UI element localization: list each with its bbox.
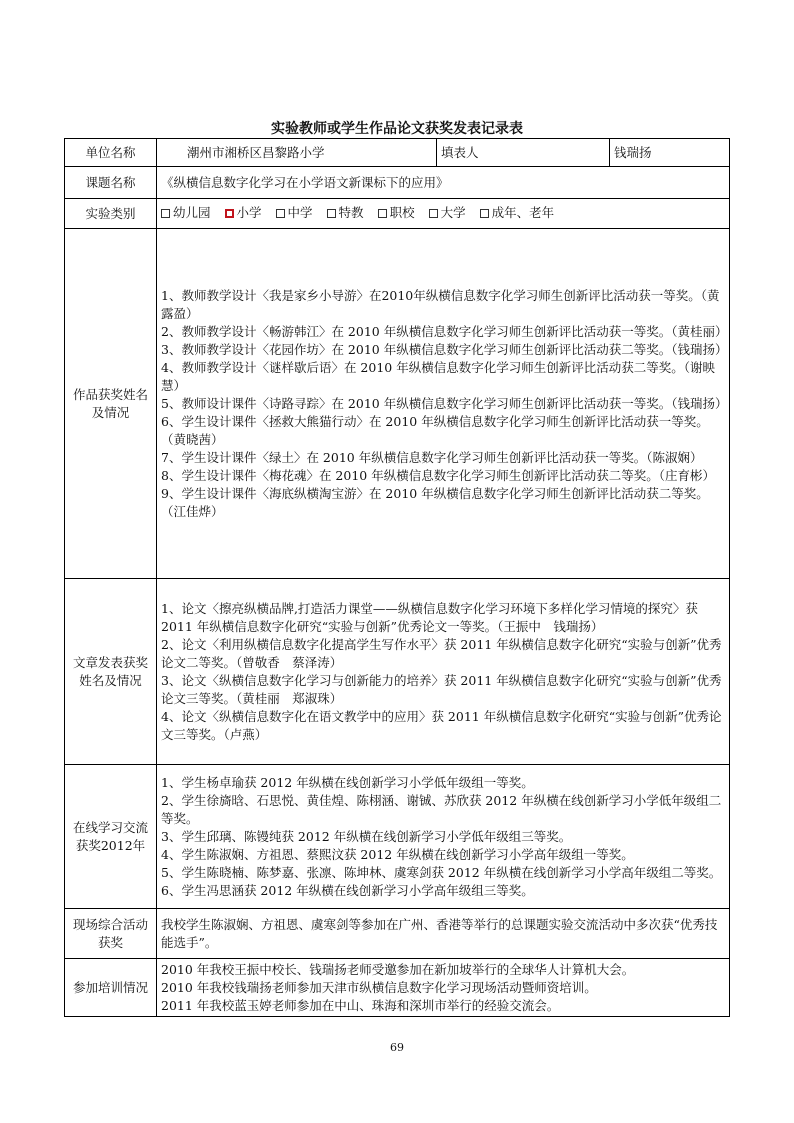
articles-label: 文章发表获奖姓名及情况 <box>65 579 157 765</box>
checkbox-icon[interactable] <box>429 209 438 218</box>
checkbox-icon[interactable] <box>378 209 387 218</box>
training-item: 2010 年我校王振中校长、钱瑞扬老师受邀参加在新加坡举行的全球华人计算机大会。 <box>161 961 635 977</box>
online-item: 6、学生冯思涵获 2012 年纵横在线创新学习小学高年级组三等奖。 <box>161 882 534 898</box>
filler-label: 填表人 <box>437 139 610 167</box>
topic-label: 课题名称 <box>65 167 157 199</box>
training-label: 参加培训情况 <box>65 959 157 1017</box>
checkbox-icon[interactable] <box>161 209 170 218</box>
checkbox-checked-icon[interactable] <box>225 209 234 218</box>
checkbox-icon[interactable] <box>480 209 489 218</box>
record-table <box>64 138 730 1017</box>
category-option[interactable]: 幼儿园 <box>161 204 211 222</box>
works-item: 1、教师教学设计〈我是家乡小导游〉在2010年纵横信息数字化学习师生创新评比活动获一等奖。（黄露盈） <box>161 287 720 321</box>
checkbox-icon[interactable] <box>327 209 336 218</box>
online-row <box>65 765 730 909</box>
filler-value: 钱瑞扬 <box>610 139 730 167</box>
works-item: 6、学生设计课件〈拯救大熊猫行动〉在 2010 年纵横信息数字化学习师生创新评比活动获一等奖。（黄晓茜） <box>161 413 709 447</box>
unit-label: 单位名称 <box>65 139 157 167</box>
page-number: 69 <box>390 1041 404 1054</box>
works-item: 5、教师设计课件〈诗路寻踪〉在 2010 年纵横信息数字化学习师生创新评比活动获一等奖。（钱瑞扬） <box>161 395 728 411</box>
onsite-content: 我校学生陈淑娴、方祖恩、虞寒剑等参加在广州、香港等举行的总课题实验交流活动中多次获“优秀技能选手”。 <box>157 909 730 959</box>
works-item: 7、学生设计课件〈绿土〉在 2010 年纵横信息数字化学习师生创新评比活动获一等奖。（陈淑娴） <box>161 449 703 465</box>
works-item: 3、教师教学设计〈花园作坊〉在 2010 年纵横信息数字化学习师生创新评比活动获二等奖。（钱瑞扬） <box>161 341 728 357</box>
articles-item: 3、论文〈纵横信息数字化学习与创新能力的培养〉获 2011 年纵横信息数字化研究“实验与创新”优秀论文三等奖。（黄桂丽 郑淑珠） <box>161 672 722 706</box>
training-content <box>157 959 730 1017</box>
articles-item: 2、论文〈利用纵横信息数字化提高学生写作水平〉获 2011 年纵横信息数字化研究“实验与创新”优秀论文二等奖。（曾敬香 蔡泽涛） <box>161 636 722 670</box>
category-row <box>65 199 730 229</box>
works-content <box>157 229 730 579</box>
category-option[interactable]: 小学 <box>225 204 262 222</box>
works-item: 9、学生设计课件〈海底纵横淘宝游〉在 2010 年纵横信息数字化学习师生创新评比活动获二等奖。（江佳烨） <box>161 485 709 519</box>
unit-row <box>65 139 730 167</box>
online-label: 在线学习交流获奖2012年 <box>65 765 157 909</box>
training-item: 2010 年我校钱瑞扬老师参加天津市纵横信息数字化学习现场活动暨师资培训。 <box>161 979 597 995</box>
online-item: 2、学生徐旖晗、石思悦、黄佳煌、陈栩涵、谢铖、苏欣获 2012 年纵横在线创新学习小学低年级组二等奖。 <box>161 792 722 826</box>
works-item: 8、学生设计课件〈梅花魂〉在 2010 年纵横信息数字化学习师生创新评比活动获二等奖。（庄育彬） <box>161 467 715 483</box>
category-label: 实验类别 <box>65 199 157 229</box>
category-option[interactable]: 大学 <box>429 204 466 222</box>
category-option[interactable]: 特教 <box>327 204 364 222</box>
works-row <box>65 229 730 579</box>
training-item: 2011 年我校蓝玉婷老师参加在中山、珠海和深圳市举行的经验交流会。 <box>161 997 560 1013</box>
online-item: 5、学生陈晓楠、陈梦嘉、张凛、陈坤林、虞寒剑获 2012 年纵横在线创新学习小学高年级组二等奖。 <box>161 864 722 880</box>
online-item: 3、学生邱璃、陈镘纯获 2012 年纵横在线创新学习小学低年级组三等奖。 <box>161 828 572 844</box>
works-item: 2、教师教学设计〈畅游韩江〉在 2010 年纵横信息数字化学习师生创新评比活动获一等奖。（黄桂丽） <box>161 323 728 339</box>
category-option[interactable]: 中学 <box>276 204 313 222</box>
category-options <box>157 199 730 229</box>
checkbox-icon[interactable] <box>276 209 285 218</box>
training-row <box>65 959 730 1017</box>
onsite-label: 现场综合活动获奖 <box>65 909 157 959</box>
articles-row <box>65 579 730 765</box>
page-title: 实验教师或学生作品论文获奖发表记录表 <box>271 121 523 137</box>
onsite-row <box>65 909 730 959</box>
works-label: 作品获奖姓名及情况 <box>65 229 157 579</box>
articles-content <box>157 579 730 765</box>
online-item: 4、学生陈淑娴、方祖恩、蔡熙汶获 2012 年纵横在线创新学习小学高年级组一等奖。 <box>161 846 634 862</box>
unit-value: 潮州市湘桥区昌黎路小学 <box>157 139 437 167</box>
online-content <box>157 765 730 909</box>
works-item: 4、教师教学设计〈谜样歇后语〉在 2010 年纵横信息数字化学习师生创新评比活动获二等奖。（谢映慧） <box>161 359 715 393</box>
articles-item: 1、论文〈擦亮纵横品牌,打造活力课堂——纵横信息数字化学习环境下多样化学习情境的探究〉获 2011 年纵横信息数字化研究“实验与创新”优秀论文一等奖。（王振中 钱瑞扬） <box>161 600 698 634</box>
category-option[interactable]: 职校 <box>378 204 415 222</box>
articles-item: 4、论文〈纵横信息数字化在语文教学中的应用〉获 2011 年纵横信息数字化研究“实验与创新”优秀论文三等奖。（卢燕） <box>161 708 722 742</box>
category-option[interactable]: 成年、老年 <box>480 204 555 222</box>
online-item: 1、学生杨卓瑜获 2012 年纵横在线创新学习小学低年级组一等奖。 <box>161 774 534 790</box>
topic-row <box>65 167 730 199</box>
topic-value: 《纵横信息数字化学习在小学语文新课标下的应用》 <box>157 167 730 199</box>
